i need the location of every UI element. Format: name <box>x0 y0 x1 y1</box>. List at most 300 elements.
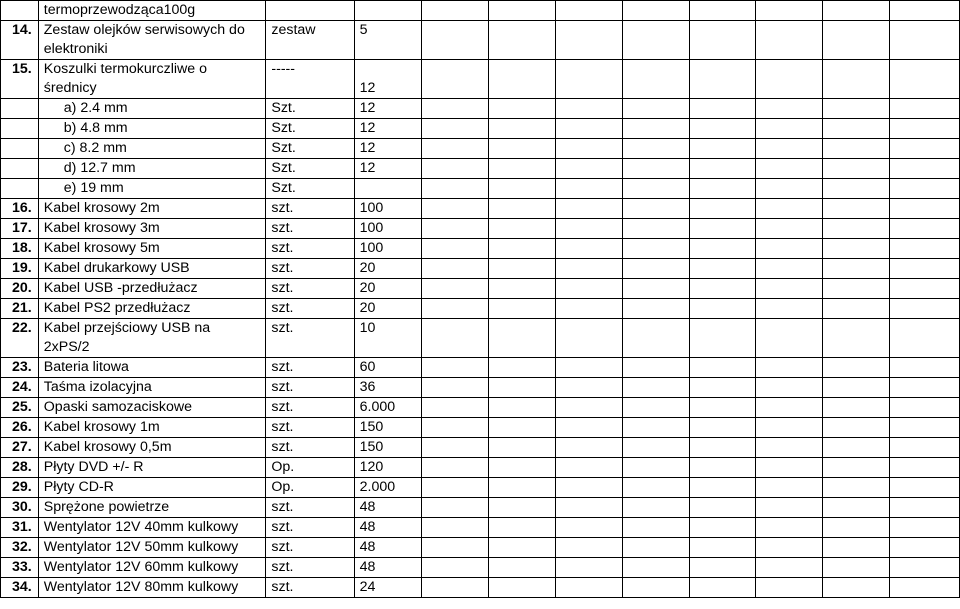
empty-cell <box>689 239 756 259</box>
item-name <box>38 1 266 21</box>
empty-cell <box>823 139 890 159</box>
table-row <box>1 199 960 219</box>
item-quantity: 20 <box>354 299 422 319</box>
empty-cell <box>489 21 556 60</box>
item-unit: Szt. <box>266 139 354 159</box>
empty-cell <box>756 60 823 99</box>
empty-cell <box>555 578 622 598</box>
empty-cell <box>489 219 556 239</box>
table-row <box>1 398 960 418</box>
empty-cell <box>489 518 556 538</box>
item-name <box>38 398 266 418</box>
table-row <box>1 578 960 598</box>
empty-cell <box>489 538 556 558</box>
empty-cell <box>756 179 823 199</box>
item-name <box>38 219 266 239</box>
empty-cell <box>622 219 689 239</box>
empty-cell <box>823 438 890 458</box>
empty-cell <box>489 378 556 398</box>
item-unit: szt. <box>266 518 354 538</box>
item-name <box>38 21 266 60</box>
empty-cell <box>823 21 890 60</box>
table-row <box>1 1 960 21</box>
item-number: 23. <box>1 358 39 378</box>
table-row <box>1 259 960 279</box>
empty-cell <box>756 279 823 299</box>
empty-cell <box>689 299 756 319</box>
empty-cell <box>890 239 960 259</box>
empty-cell <box>823 358 890 378</box>
item-number: 19. <box>1 259 39 279</box>
empty-cell <box>489 259 556 279</box>
empty-cell <box>890 398 960 418</box>
empty-cell <box>489 358 556 378</box>
empty-cell <box>756 139 823 159</box>
item-number: 32. <box>1 538 39 558</box>
item-name <box>38 578 266 598</box>
item-unit: szt. <box>266 199 354 219</box>
empty-cell <box>555 319 622 358</box>
empty-cell <box>823 119 890 139</box>
item-name-line: Koszulki termokurczliwe o <box>43 61 207 77</box>
item-quantity: 60 <box>354 358 422 378</box>
empty-cell <box>756 119 823 139</box>
empty-cell <box>555 518 622 538</box>
empty-cell <box>823 538 890 558</box>
empty-cell <box>622 60 689 99</box>
item-name-line: Kabel drukarkowy USB <box>43 260 190 276</box>
empty-cell <box>555 458 622 478</box>
table-row <box>1 518 960 538</box>
empty-cell <box>823 558 890 578</box>
empty-cell <box>555 378 622 398</box>
item-name-line-2: elektroniki <box>43 41 108 57</box>
empty-cell <box>555 398 622 418</box>
item-number: 20. <box>1 279 39 299</box>
item-name-line: Płyty DVD +/- R <box>43 459 144 475</box>
item-number: 29. <box>1 478 39 498</box>
empty-cell <box>555 438 622 458</box>
item-unit: szt. <box>266 219 354 239</box>
empty-cell <box>622 99 689 119</box>
item-name-line: Taśma izolacyjna <box>43 379 152 395</box>
empty-cell <box>823 578 890 598</box>
empty-cell <box>890 259 960 279</box>
empty-cell <box>422 498 489 518</box>
empty-cell <box>422 219 489 239</box>
empty-cell <box>489 159 556 179</box>
item-unit: szt. <box>266 558 354 578</box>
item-name <box>38 438 266 458</box>
item-name <box>38 60 266 99</box>
table-row <box>1 478 960 498</box>
empty-cell <box>555 279 622 299</box>
empty-cell <box>555 538 622 558</box>
empty-cell <box>422 378 489 398</box>
empty-cell <box>756 319 823 358</box>
empty-cell <box>756 21 823 60</box>
empty-cell <box>890 219 960 239</box>
empty-cell <box>689 558 756 578</box>
empty-cell <box>422 319 489 358</box>
empty-cell <box>422 119 489 139</box>
empty-cell <box>555 418 622 438</box>
item-unit: Szt. <box>266 119 354 139</box>
item-name-line: c) 8.2 mm <box>63 140 127 156</box>
empty-cell <box>756 578 823 598</box>
empty-cell <box>422 478 489 498</box>
empty-cell <box>555 498 622 518</box>
item-quantity: 10 <box>354 319 422 358</box>
table-row <box>1 21 960 60</box>
empty-cell <box>422 358 489 378</box>
item-quantity <box>354 179 422 199</box>
empty-cell <box>422 438 489 458</box>
empty-cell <box>622 378 689 398</box>
item-name-line: Kabel krosowy 3m <box>43 220 160 236</box>
empty-cell <box>823 498 890 518</box>
item-name <box>38 358 266 378</box>
empty-cell <box>756 299 823 319</box>
item-name <box>38 139 266 159</box>
empty-cell <box>555 1 622 21</box>
item-number: 21. <box>1 299 39 319</box>
empty-cell <box>622 398 689 418</box>
empty-cell <box>689 319 756 358</box>
table-row <box>1 279 960 299</box>
empty-cell <box>422 558 489 578</box>
empty-cell <box>890 518 960 538</box>
item-quantity: 24 <box>354 578 422 598</box>
item-quantity: 48 <box>354 518 422 538</box>
empty-cell <box>555 21 622 60</box>
item-name-line: a) 2.4 mm <box>63 100 128 116</box>
empty-cell <box>622 578 689 598</box>
empty-cell <box>890 159 960 179</box>
empty-cell <box>823 259 890 279</box>
empty-cell <box>489 99 556 119</box>
empty-cell <box>890 119 960 139</box>
table-row <box>1 119 960 139</box>
empty-cell <box>756 458 823 478</box>
empty-cell <box>689 358 756 378</box>
item-number <box>1 159 39 179</box>
empty-cell <box>422 239 489 259</box>
empty-cell <box>422 578 489 598</box>
empty-cell <box>422 538 489 558</box>
empty-cell <box>890 299 960 319</box>
item-unit: ----- <box>266 60 354 99</box>
empty-cell <box>890 378 960 398</box>
item-quantity: 100 <box>354 239 422 259</box>
empty-cell <box>555 179 622 199</box>
item-name <box>38 538 266 558</box>
item-name-line: Bateria litowa <box>43 359 129 375</box>
empty-cell <box>555 259 622 279</box>
empty-cell <box>555 558 622 578</box>
empty-cell <box>489 319 556 358</box>
item-name <box>38 279 266 299</box>
item-number <box>1 1 39 21</box>
empty-cell <box>890 358 960 378</box>
item-unit <box>266 1 354 21</box>
table-row <box>1 558 960 578</box>
empty-cell <box>823 319 890 358</box>
item-quantity: 100 <box>354 219 422 239</box>
empty-cell <box>489 119 556 139</box>
empty-cell <box>489 498 556 518</box>
item-unit: szt. <box>266 259 354 279</box>
empty-cell <box>555 99 622 119</box>
item-number: 15. <box>1 60 39 99</box>
empty-cell <box>756 518 823 538</box>
empty-cell <box>422 139 489 159</box>
empty-cell <box>622 558 689 578</box>
item-name <box>38 179 266 199</box>
empty-cell <box>489 418 556 438</box>
item-quantity: 20 <box>354 279 422 299</box>
item-name <box>38 239 266 259</box>
item-name <box>38 199 266 219</box>
item-name <box>38 99 266 119</box>
table-row <box>1 498 960 518</box>
item-number: 27. <box>1 438 39 458</box>
item-name-line: Kabel USB -przedłużacz <box>43 280 198 296</box>
item-unit: szt. <box>266 498 354 518</box>
empty-cell <box>555 199 622 219</box>
table-row <box>1 538 960 558</box>
empty-cell <box>489 60 556 99</box>
empty-cell <box>689 418 756 438</box>
empty-cell <box>555 478 622 498</box>
item-name-line: Zestaw olejków serwisowych do <box>43 22 245 38</box>
item-name <box>38 518 266 538</box>
item-unit: Szt. <box>266 159 354 179</box>
empty-cell <box>622 21 689 60</box>
empty-cell <box>489 1 556 21</box>
empty-cell <box>555 119 622 139</box>
empty-cell <box>489 279 556 299</box>
empty-cell <box>689 99 756 119</box>
empty-cell <box>622 299 689 319</box>
empty-cell <box>489 199 556 219</box>
empty-cell <box>756 558 823 578</box>
empty-cell <box>622 538 689 558</box>
empty-cell <box>890 418 960 438</box>
item-quantity: 12 <box>354 119 422 139</box>
item-name <box>38 418 266 438</box>
item-quantity: 12 <box>354 159 422 179</box>
item-number: 34. <box>1 578 39 598</box>
item-number: 26. <box>1 418 39 438</box>
empty-cell <box>489 179 556 199</box>
empty-cell <box>622 1 689 21</box>
table-row <box>1 99 960 119</box>
empty-cell <box>422 259 489 279</box>
item-quantity: 120 <box>354 458 422 478</box>
empty-cell <box>756 398 823 418</box>
item-name-line: Kabel przejściowy USB na <box>43 320 211 336</box>
empty-cell <box>489 458 556 478</box>
empty-cell <box>756 358 823 378</box>
empty-cell <box>823 99 890 119</box>
item-name-line: Kabel krosowy 0,5m <box>43 439 172 455</box>
item-quantity: 48 <box>354 538 422 558</box>
empty-cell <box>555 358 622 378</box>
item-name-line: Kabel krosowy 2m <box>43 200 160 216</box>
item-name <box>38 478 266 498</box>
item-name <box>38 458 266 478</box>
item-quantity: 12 <box>354 99 422 119</box>
item-name-line-2: 2xPS/2 <box>43 339 90 355</box>
empty-cell <box>622 478 689 498</box>
item-unit: szt. <box>266 319 354 358</box>
item-name-line: d) 12.7 mm <box>63 160 136 176</box>
empty-cell <box>555 299 622 319</box>
empty-cell <box>756 418 823 438</box>
empty-cell <box>422 159 489 179</box>
empty-cell <box>622 458 689 478</box>
empty-cell <box>555 219 622 239</box>
table-row <box>1 239 960 259</box>
empty-cell <box>422 21 489 60</box>
empty-cell <box>422 99 489 119</box>
table-row <box>1 418 960 438</box>
empty-cell <box>890 1 960 21</box>
item-number <box>1 119 39 139</box>
empty-cell <box>489 139 556 159</box>
empty-cell <box>756 239 823 259</box>
item-unit: szt. <box>266 538 354 558</box>
empty-cell <box>622 319 689 358</box>
item-quantity: 6.000 <box>354 398 422 418</box>
empty-cell <box>489 478 556 498</box>
empty-cell <box>689 438 756 458</box>
item-unit: szt. <box>266 418 354 438</box>
empty-cell <box>622 259 689 279</box>
empty-cell <box>489 578 556 598</box>
empty-cell <box>756 199 823 219</box>
item-quantity: 36 <box>354 378 422 398</box>
item-number: 33. <box>1 558 39 578</box>
item-unit: szt. <box>266 378 354 398</box>
empty-cell <box>756 438 823 458</box>
item-name-line: Wentylator 12V 60mm kulkowy <box>43 559 239 575</box>
item-unit: szt. <box>266 239 354 259</box>
empty-cell <box>689 538 756 558</box>
table-row <box>1 458 960 478</box>
empty-cell <box>622 139 689 159</box>
empty-cell <box>689 578 756 598</box>
empty-cell <box>823 179 890 199</box>
item-number <box>1 179 39 199</box>
empty-cell <box>422 398 489 418</box>
empty-cell <box>689 458 756 478</box>
item-name-line: Wentylator 12V 80mm kulkowy <box>43 579 239 595</box>
item-number: 17. <box>1 219 39 239</box>
empty-cell <box>555 139 622 159</box>
empty-cell <box>890 60 960 99</box>
empty-cell <box>622 438 689 458</box>
empty-cell <box>890 279 960 299</box>
empty-cell <box>422 418 489 438</box>
empty-cell <box>422 279 489 299</box>
empty-cell <box>890 498 960 518</box>
item-unit: szt. <box>266 398 354 418</box>
empty-cell <box>890 458 960 478</box>
empty-cell <box>890 478 960 498</box>
item-quantity <box>354 1 422 21</box>
empty-cell <box>555 159 622 179</box>
item-number <box>1 139 39 159</box>
empty-cell <box>689 119 756 139</box>
item-number: 30. <box>1 498 39 518</box>
item-quantity: 12 <box>354 60 422 99</box>
empty-cell <box>689 219 756 239</box>
empty-cell <box>689 199 756 219</box>
item-name-line: Wentylator 12V 40mm kulkowy <box>43 519 239 535</box>
empty-cell <box>823 458 890 478</box>
item-number: 18. <box>1 239 39 259</box>
empty-cell <box>489 558 556 578</box>
empty-cell <box>489 398 556 418</box>
empty-cell <box>756 1 823 21</box>
empty-cell <box>689 1 756 21</box>
empty-cell <box>689 21 756 60</box>
empty-cell <box>890 538 960 558</box>
table-row <box>1 139 960 159</box>
item-name <box>38 299 266 319</box>
item-unit: Szt. <box>266 99 354 119</box>
empty-cell <box>823 378 890 398</box>
item-name-line: b) 4.8 mm <box>63 120 128 136</box>
item-number: 24. <box>1 378 39 398</box>
table-row <box>1 159 960 179</box>
item-name-line: termoprzewodząca100g <box>43 2 196 18</box>
item-name <box>38 558 266 578</box>
empty-cell <box>555 239 622 259</box>
empty-cell <box>756 498 823 518</box>
empty-cell <box>756 378 823 398</box>
item-quantity: 5 <box>354 21 422 60</box>
item-name <box>38 159 266 179</box>
empty-cell <box>823 478 890 498</box>
table-row <box>1 219 960 239</box>
table-row <box>1 299 960 319</box>
empty-cell <box>689 478 756 498</box>
empty-cell <box>689 139 756 159</box>
empty-cell <box>823 239 890 259</box>
item-name-line: Płyty CD-R <box>43 479 114 495</box>
empty-cell <box>422 199 489 219</box>
empty-cell <box>890 558 960 578</box>
item-number: 14. <box>1 21 39 60</box>
empty-cell <box>823 1 890 21</box>
empty-cell <box>890 139 960 159</box>
empty-cell <box>622 119 689 139</box>
item-unit: Op. <box>266 458 354 478</box>
item-name-line: Sprężone powietrze <box>43 499 170 515</box>
empty-cell <box>422 518 489 538</box>
empty-cell <box>823 299 890 319</box>
item-name <box>38 319 266 358</box>
empty-cell <box>489 438 556 458</box>
empty-cell <box>689 378 756 398</box>
empty-cell <box>422 299 489 319</box>
empty-cell <box>422 179 489 199</box>
table-row <box>1 378 960 398</box>
empty-cell <box>823 279 890 299</box>
